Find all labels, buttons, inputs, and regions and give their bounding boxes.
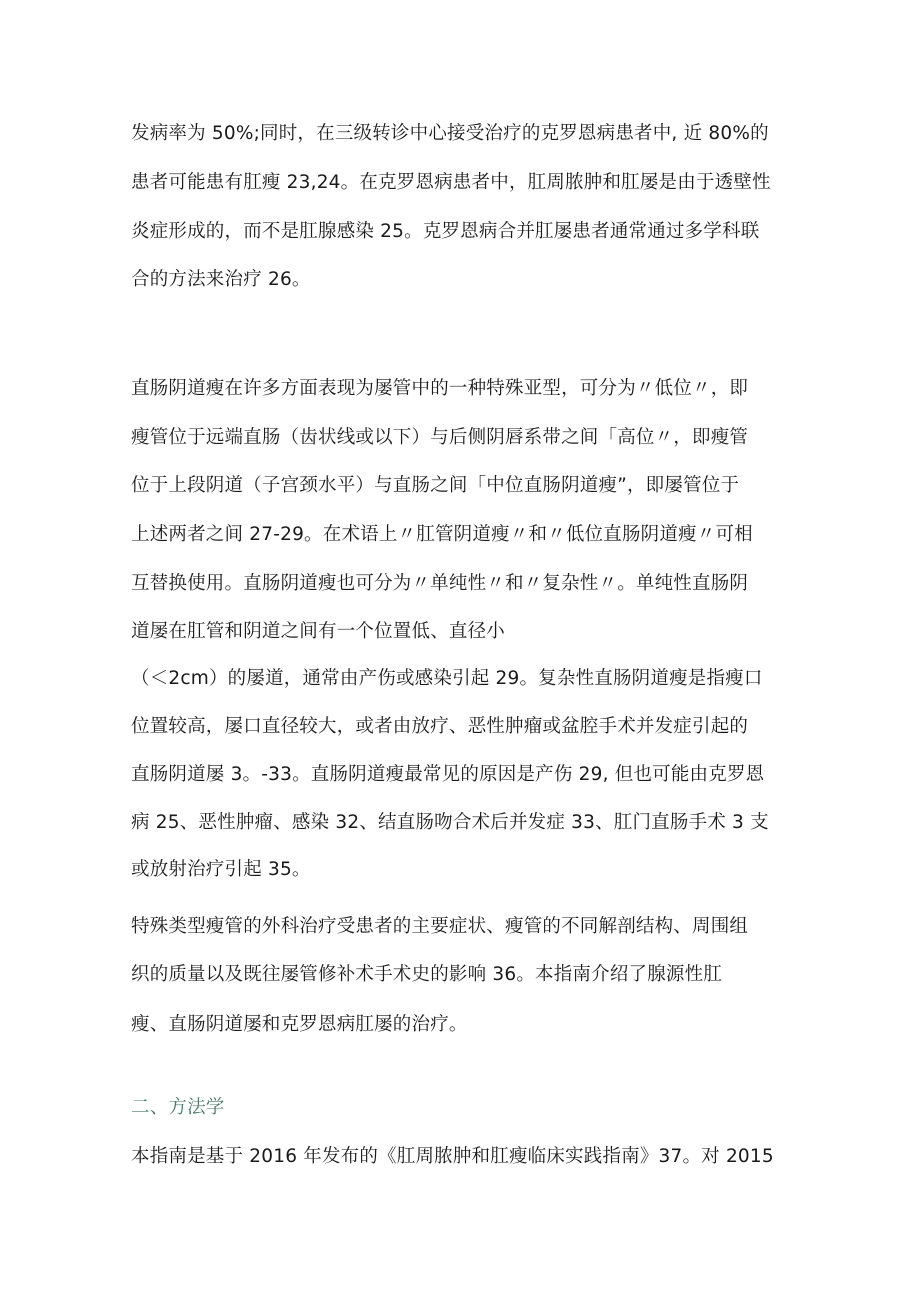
text-line: 或放射治疗引起 35。: [131, 859, 311, 880]
text-line: 患者可能患有肛瘦 23,24。在克罗恩病患者中，肛周脓肿和肛屡是由于透壁性: [131, 172, 771, 193]
section-heading: 二、方法学: [131, 1097, 225, 1118]
text-line: 瘦管位于远端直肠（齿状线或以下）与后侧阴唇系带之间「高位〃，即瘦管: [131, 427, 749, 448]
text-line: 位于上段阴道（子宫颈水平）与直肠之间「中位直肠阴道瘦”，即屡管位于: [131, 475, 740, 496]
text-line: 道屡在肛管和阴道之间有一个位置低、直径小: [131, 621, 506, 642]
text-line: 互替换使用。直肠阴道瘦也可分为〃单纯性〃和〃复杂性〃。单纯性直肠阴: [131, 573, 749, 594]
text-line: 本指南是基于 2016 年发布的《肛周脓肿和肛瘦临床实践指南》37。对 2015: [131, 1146, 774, 1167]
text-line: （＜2cm）的屡道，通常由产伤或感染引起 29。复杂性直肠阴道瘦是指瘦口: [131, 668, 763, 689]
text-line: 特殊类型瘦管的外科治疗受患者的主要症状、瘦管的不同解剖结构、周围组: [131, 916, 749, 937]
text-line: 炎症形成的，而不是肛腺感染 25。克罗恩病合并肛屡患者通常通过多学科联: [131, 221, 760, 242]
text-line: 合的方法来治疗 26。: [131, 269, 311, 290]
text-line: 直肠阴道屡 3。-33。直肠阴道瘦最常见的原因是产伤 29, 但也可能由克罗恩: [131, 764, 765, 785]
text-line: 发病率为 50%;同时，在三级转诊中心接受治疗的克罗恩病患者中, 近 80%的: [131, 123, 769, 144]
text-line: 织的质量以及既往屡管修补术手术史的影响 36。本指南介绍了腺源性肛: [131, 964, 723, 985]
text-line: 病 25、恶性肿瘤、感染 32、结直肠吻合术后并发症 33、肛门直肠手术 3 支: [131, 812, 769, 833]
text-line: 瘦、直肠阴道屡和克罗恩病肛屡的治疗。: [131, 1014, 468, 1035]
text-line: 直肠阴道瘦在许多方面表现为屡管中的一种特殊亚型，可分为〃低位〃，即: [131, 378, 749, 399]
text-line: 位置较高，屡口直径较大，或者由放疗、恶性肿瘤或盆腔手术并发症引起的: [131, 716, 749, 737]
text-line: 上述两者之间 27-29。在术语上〃肛管阴道瘦〃和〃低位直肠阴道瘦〃可相: [131, 524, 753, 545]
